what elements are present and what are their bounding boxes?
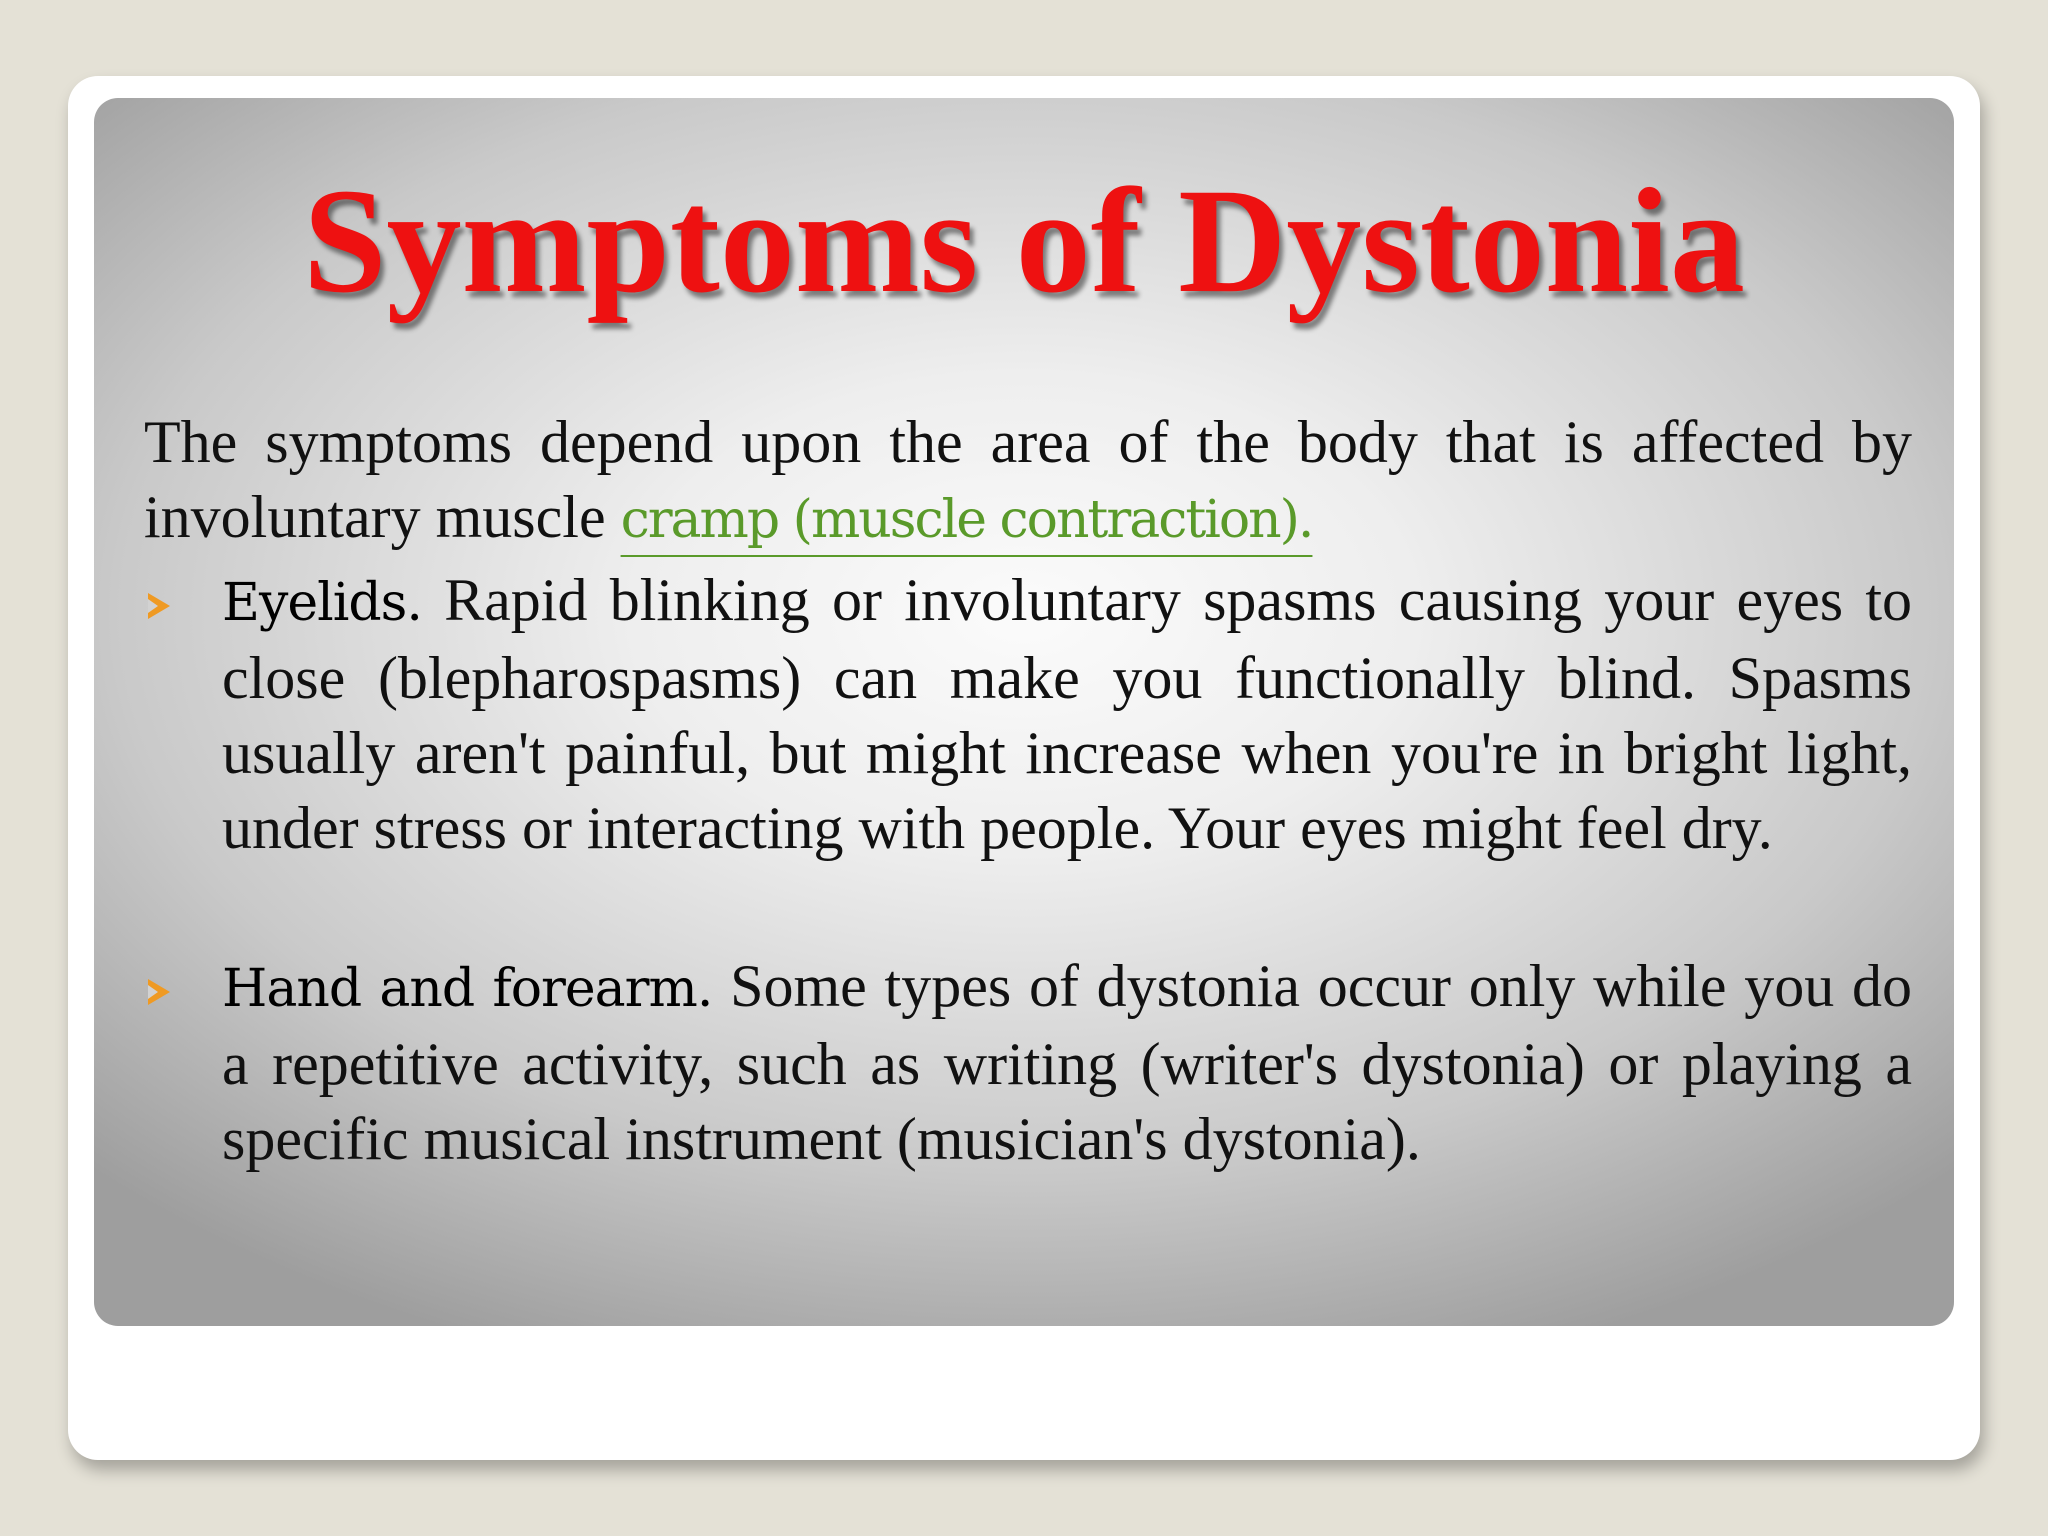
slide-title: Symptoms of Dystonia (303, 158, 1745, 324)
slide-panel (94, 98, 1954, 1326)
slide-body (144, 405, 1912, 1177)
bullet-hand-forearm-term: Hand and forearm. (222, 959, 713, 1019)
intro-paragraph (144, 405, 1912, 558)
bullet-eyelids-term: Eyelids. (222, 573, 422, 633)
bullet-eyelids-text: Rapid blinking or involuntary spasms causing your eyes to close (blepharospasms) can make you functionally blind. Spasms usually aren't painful, but might increase when you're in bright light, under stress or interacting with people. Your eyes might feel dry. (222, 567, 1912, 861)
arrow-bullet-icon (148, 979, 170, 1005)
bullet-eyelids (144, 563, 1912, 866)
bullet-hand-forearm-text: Some types of dystonia occur only while you do a repetitive activity, such as writing (writer's dystonia) or playing a specific musical instrument (musician's dystonia). (222, 953, 1912, 1172)
intro-text: The symptoms depend upon the area of the body that is affected by involuntary muscle (144, 409, 1912, 550)
intro-highlight-link[interactable]: cramp (muscle contraction). (620, 490, 1313, 550)
arrow-bullet-icon (148, 593, 170, 619)
bullet-hand-forearm (144, 949, 1912, 1177)
